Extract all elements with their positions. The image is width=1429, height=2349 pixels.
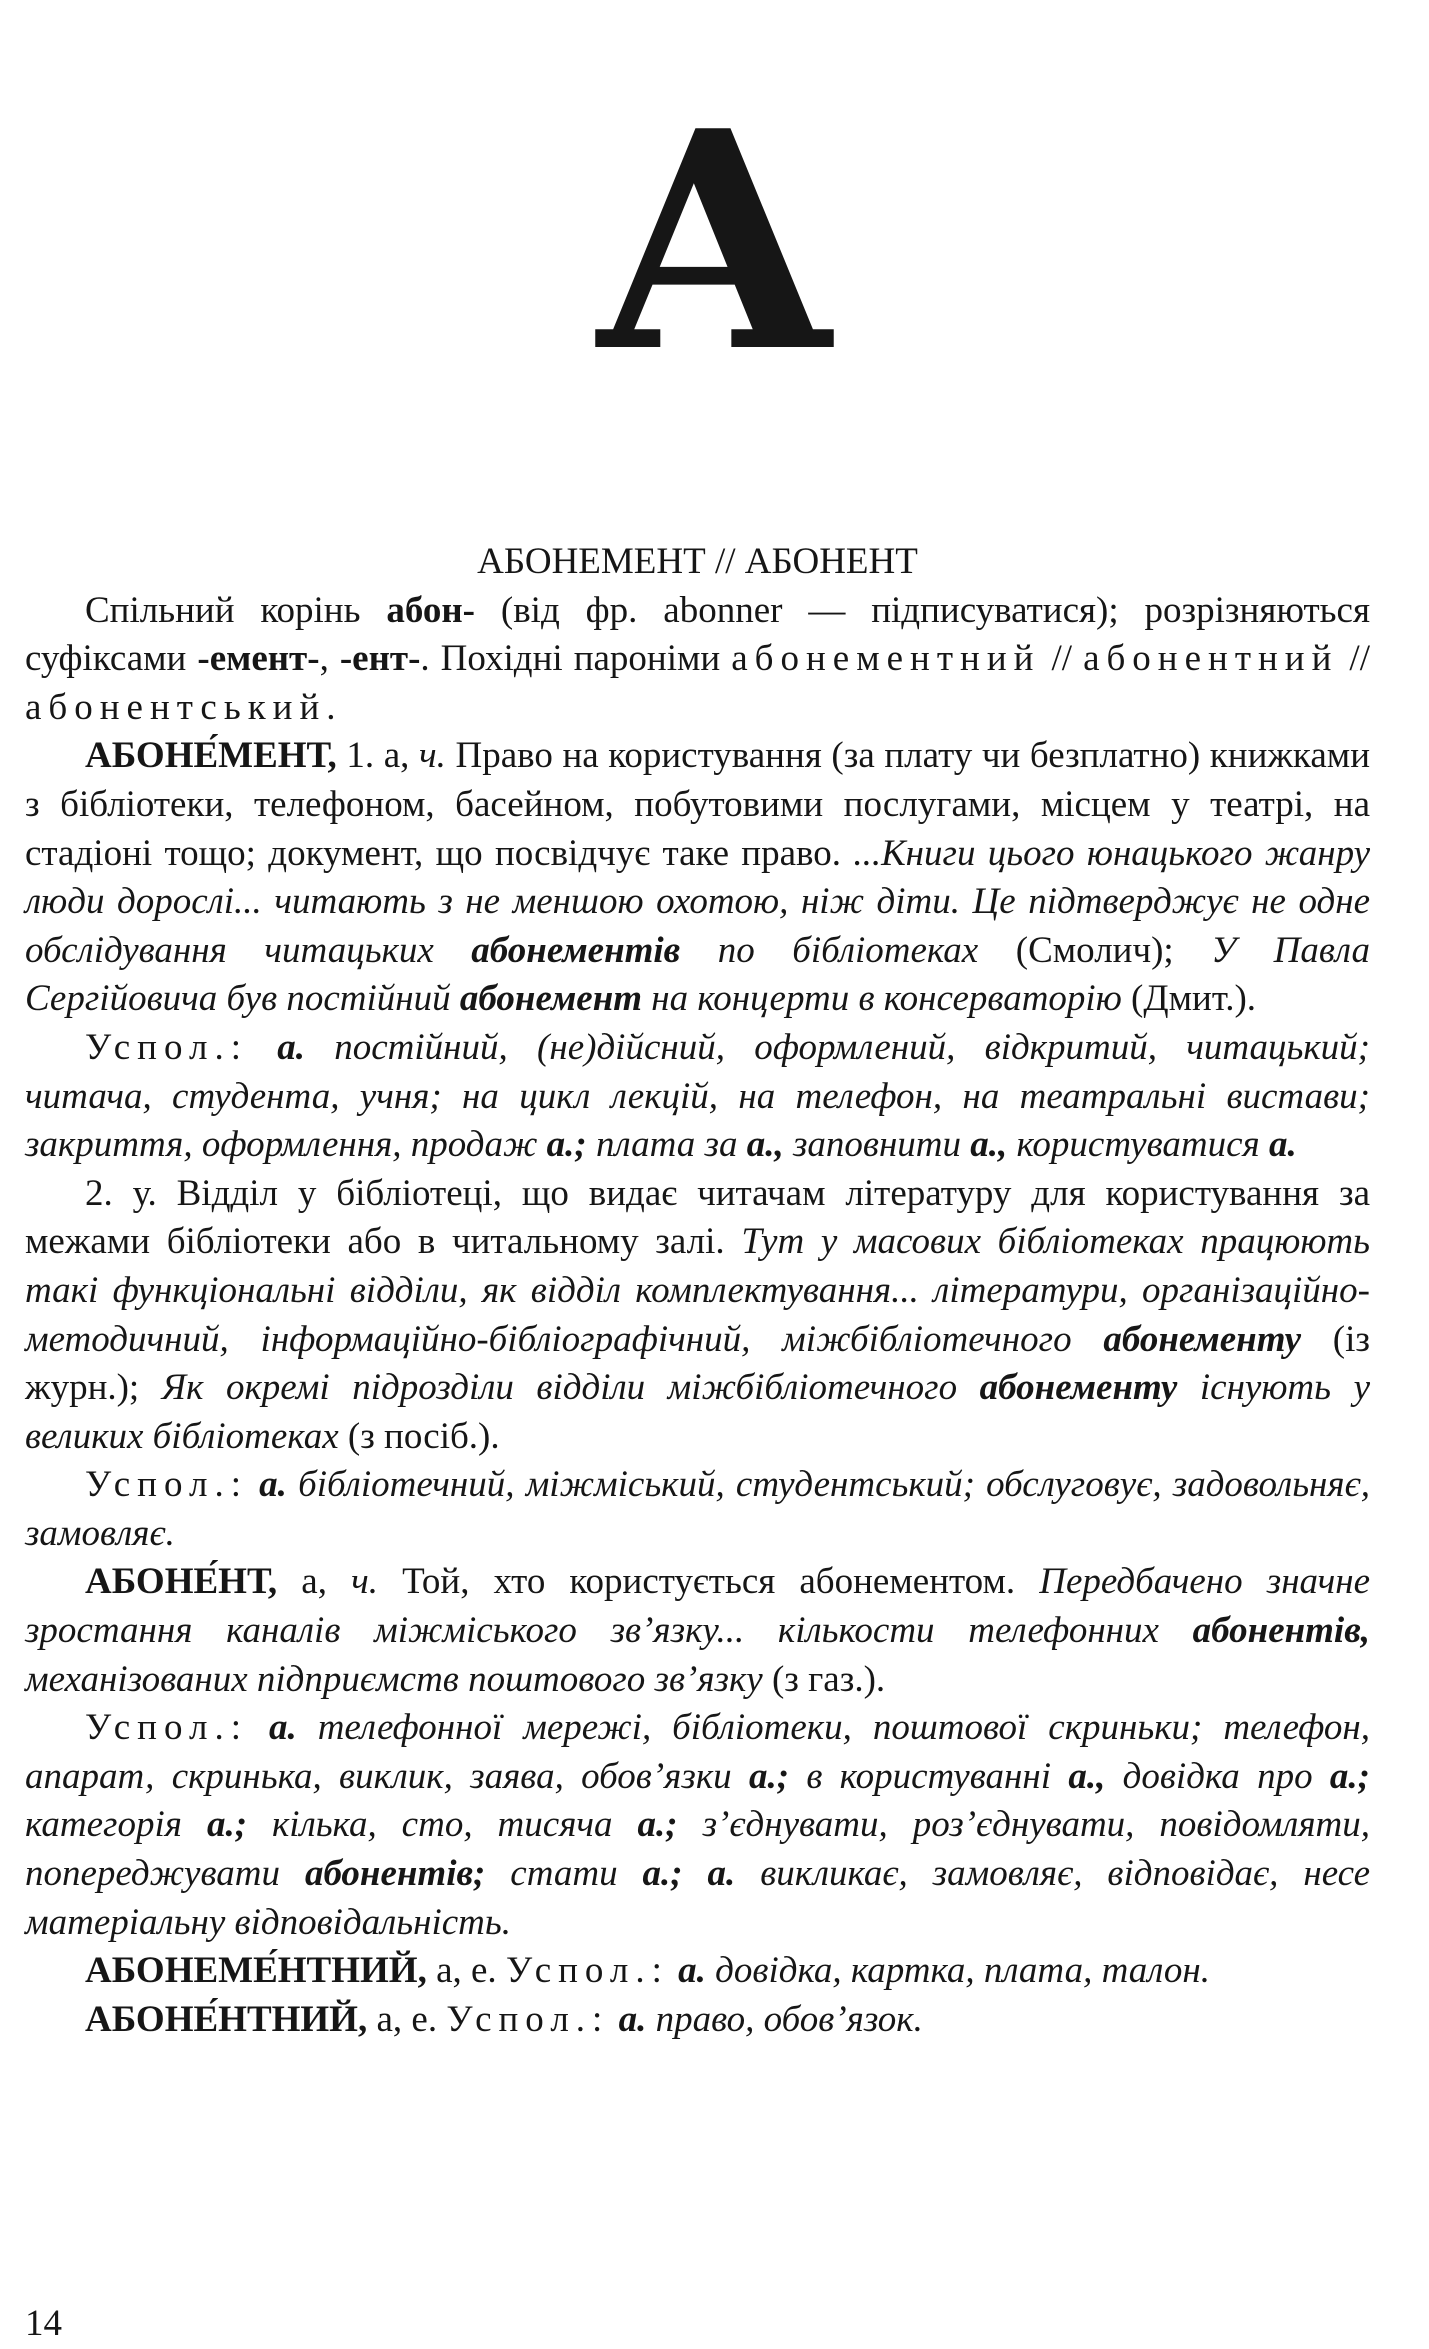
example-source: (з газ.). — [762, 1658, 886, 1700]
suffix: -емент- — [197, 638, 320, 680]
section-letter: А — [592, 65, 837, 418]
abbrev: абонентів; — [304, 1853, 486, 1895]
derived-paronym: абонементний — [731, 638, 1041, 680]
example: механізованих підприємств поштового зв’язку — [25, 1658, 763, 1700]
intro-text: . Похідні пароніми — [420, 638, 732, 680]
usage-label: Успол.: — [505, 1950, 669, 1992]
example: Передбачено значне зростання каналів міжміського зв’язку... кількости телефонних — [25, 1561, 1370, 1652]
intro-paragraph — [25, 587, 1370, 733]
usage-text: заповнити — [783, 1124, 971, 1166]
example-keyword: абонементу — [1103, 1318, 1301, 1360]
entry-text: а, е. — [367, 1998, 447, 2040]
headword: АБОНЕМЕ́НТНИЙ, — [85, 1950, 427, 1992]
headword: АБОНЕ́НТ, — [85, 1561, 278, 1603]
intro-text: Спільний корінь — [85, 589, 387, 631]
usage-text — [683, 1853, 708, 1894]
example: Тут у масових бібліотеках працюють такі функціональні відділи, як відділ комплектування... літератури, організаційно-методичний, інформаційно-бібліографічний, міжбібліотечного — [25, 1221, 1370, 1360]
intro-text: // — [1338, 638, 1370, 680]
example: Як окремі підрозділи відділи міжбібліотечного — [161, 1367, 980, 1409]
abbrev: а.; — [637, 1804, 678, 1846]
entry-text: а, е. — [426, 1950, 506, 1992]
usage-text: кілька, сто, тисяча — [247, 1804, 638, 1846]
example-source: (з посіб.). — [338, 1415, 500, 1457]
usage-text: право, обов’язок. — [646, 1998, 923, 2040]
abbrev: а., — [746, 1124, 784, 1166]
example-source: (із журн.); — [25, 1318, 1370, 1409]
usage-text: категорія — [25, 1804, 207, 1846]
usage-text: в користуванні — [789, 1755, 1069, 1797]
entry-text: 1. а, — [336, 735, 419, 777]
usage-text: плата за — [586, 1124, 747, 1166]
usage-text: довідка про — [1105, 1755, 1330, 1797]
usage-text: телефонної мережі, бібліотеки, поштової скриньки; телефон, апарат, скринька, виклик, заява, обов’язки — [25, 1707, 1370, 1797]
headword: АБОНЕ́МЕНТ, — [85, 735, 337, 777]
example: існують у великих бібліотеках — [25, 1367, 1370, 1457]
grammar-label: ч. — [351, 1561, 378, 1603]
usage-text: з’єднувати, роз’єднувати, повідомляти, попереджувати — [25, 1804, 1370, 1895]
common-root: абон- — [386, 589, 475, 631]
space — [669, 1950, 678, 1991]
dictionary-text — [25, 538, 1370, 2044]
definition: Право на користування (за плату чи безплатно) книжками з бібліотеки, телефоном, басейном, побутовими послугами, місцем у театрі, на стадіоні тощо; документ, що посвідчує таке право. — [25, 735, 1370, 874]
entry-group-heading: АБОНЕМЕНТ // АБОНЕНТ — [477, 541, 918, 582]
entry-abonement-sense-2 — [25, 1170, 1370, 1462]
abbrev: а. — [618, 1998, 647, 2040]
example-keyword: абонентів, — [1192, 1610, 1370, 1652]
entry-text: а, — [277, 1561, 352, 1603]
abbrev: а. — [259, 1464, 287, 1506]
definition: 2. у. Відділ у бібліотеці, що видає читачам літературу для користування за межами бібліотеки або в читальному залі. — [25, 1172, 1370, 1263]
abbrev: а. — [277, 1026, 305, 1068]
abbrev: а.; — [546, 1124, 587, 1166]
usage-block — [25, 1461, 1370, 1558]
usage-text: постійний, (не)дійсний, оформлений, відкритий, читацький; читача, студента, учня; на цикл лекцій, на телефон, на театральні вистави; закриття, оформлення, продаж — [25, 1026, 1371, 1166]
example: ...Книги цього юнацького жанру люди дорослі... читають з не меншою охотою, ніж діти. Це підтверджує не одне обслідування читацьких — [25, 832, 1371, 971]
usage-text: користуватися — [1007, 1124, 1269, 1166]
entry-abonement — [25, 732, 1370, 1024]
headword: АБОНЕ́НТНИЙ, — [85, 1998, 368, 2040]
intro-text: . — [326, 686, 336, 728]
example-keyword: абонементів — [471, 929, 681, 971]
space — [248, 1707, 269, 1748]
abbrev: а., — [970, 1124, 1008, 1166]
usage-text: стати — [485, 1853, 643, 1895]
usage-block — [25, 1024, 1370, 1170]
usage-text: бібліотечний, міжміський, студентський; обслуговує, задовольняє, замовляє. — [25, 1464, 1370, 1554]
entry-abonent — [25, 1558, 1370, 1704]
definition: Той, хто користується абонементом. — [377, 1561, 1040, 1603]
usage-text: викликає, замовляє, відповідає, несе матеріальну відповідальність. — [25, 1853, 1370, 1943]
suffix: -ент- — [339, 638, 421, 680]
example: У Павла Сергійовича був постійний — [25, 929, 1370, 1020]
usage-block — [25, 1704, 1370, 1947]
abbrev: а. — [1268, 1124, 1297, 1166]
abbrev: а., — [1068, 1755, 1106, 1797]
usage-label: Успол.: — [85, 1707, 248, 1749]
abbrev: а.; — [642, 1853, 683, 1895]
derived-paronym: абонентний — [1083, 638, 1339, 680]
space — [248, 1027, 277, 1068]
abbrev: а. — [268, 1707, 297, 1749]
usage-label: Успол.: — [446, 1998, 610, 2040]
grammar-label: ч. — [419, 735, 446, 777]
space — [609, 1999, 618, 2040]
example: на концерти в консерваторію — [642, 978, 1122, 1020]
entry-abonementnyi — [25, 1947, 1370, 1996]
space — [248, 1464, 259, 1505]
usage-text: довідка, картка, плата, талон. — [705, 1950, 1210, 1992]
abbrev: а.; — [206, 1804, 248, 1846]
example: по бібліотеках — [680, 929, 979, 971]
example-keyword: абонемент — [459, 978, 643, 1020]
usage-label: Успол.: — [85, 1026, 248, 1068]
intro-text: // — [1040, 638, 1084, 680]
intro-text: (від фр. abonner — підписуватися); розрізняються суфіксами — [25, 589, 1370, 680]
intro-text: , — [319, 638, 340, 680]
abbrev: а.; — [1329, 1755, 1370, 1797]
usage-label: Успол.: — [85, 1464, 248, 1506]
example-keyword: абонементу — [979, 1367, 1178, 1409]
abbrev: а. — [678, 1950, 706, 1992]
derived-paronym: абонентський — [25, 686, 327, 728]
abbrev: а. — [707, 1853, 736, 1895]
abbrev: а.; — [748, 1755, 790, 1797]
example-source: (Дмит.). — [1121, 978, 1257, 1020]
page-number: 14 — [25, 2303, 62, 2344]
example-source: (Смолич); — [978, 929, 1212, 971]
entry-abonentnyi — [25, 1996, 1370, 2045]
